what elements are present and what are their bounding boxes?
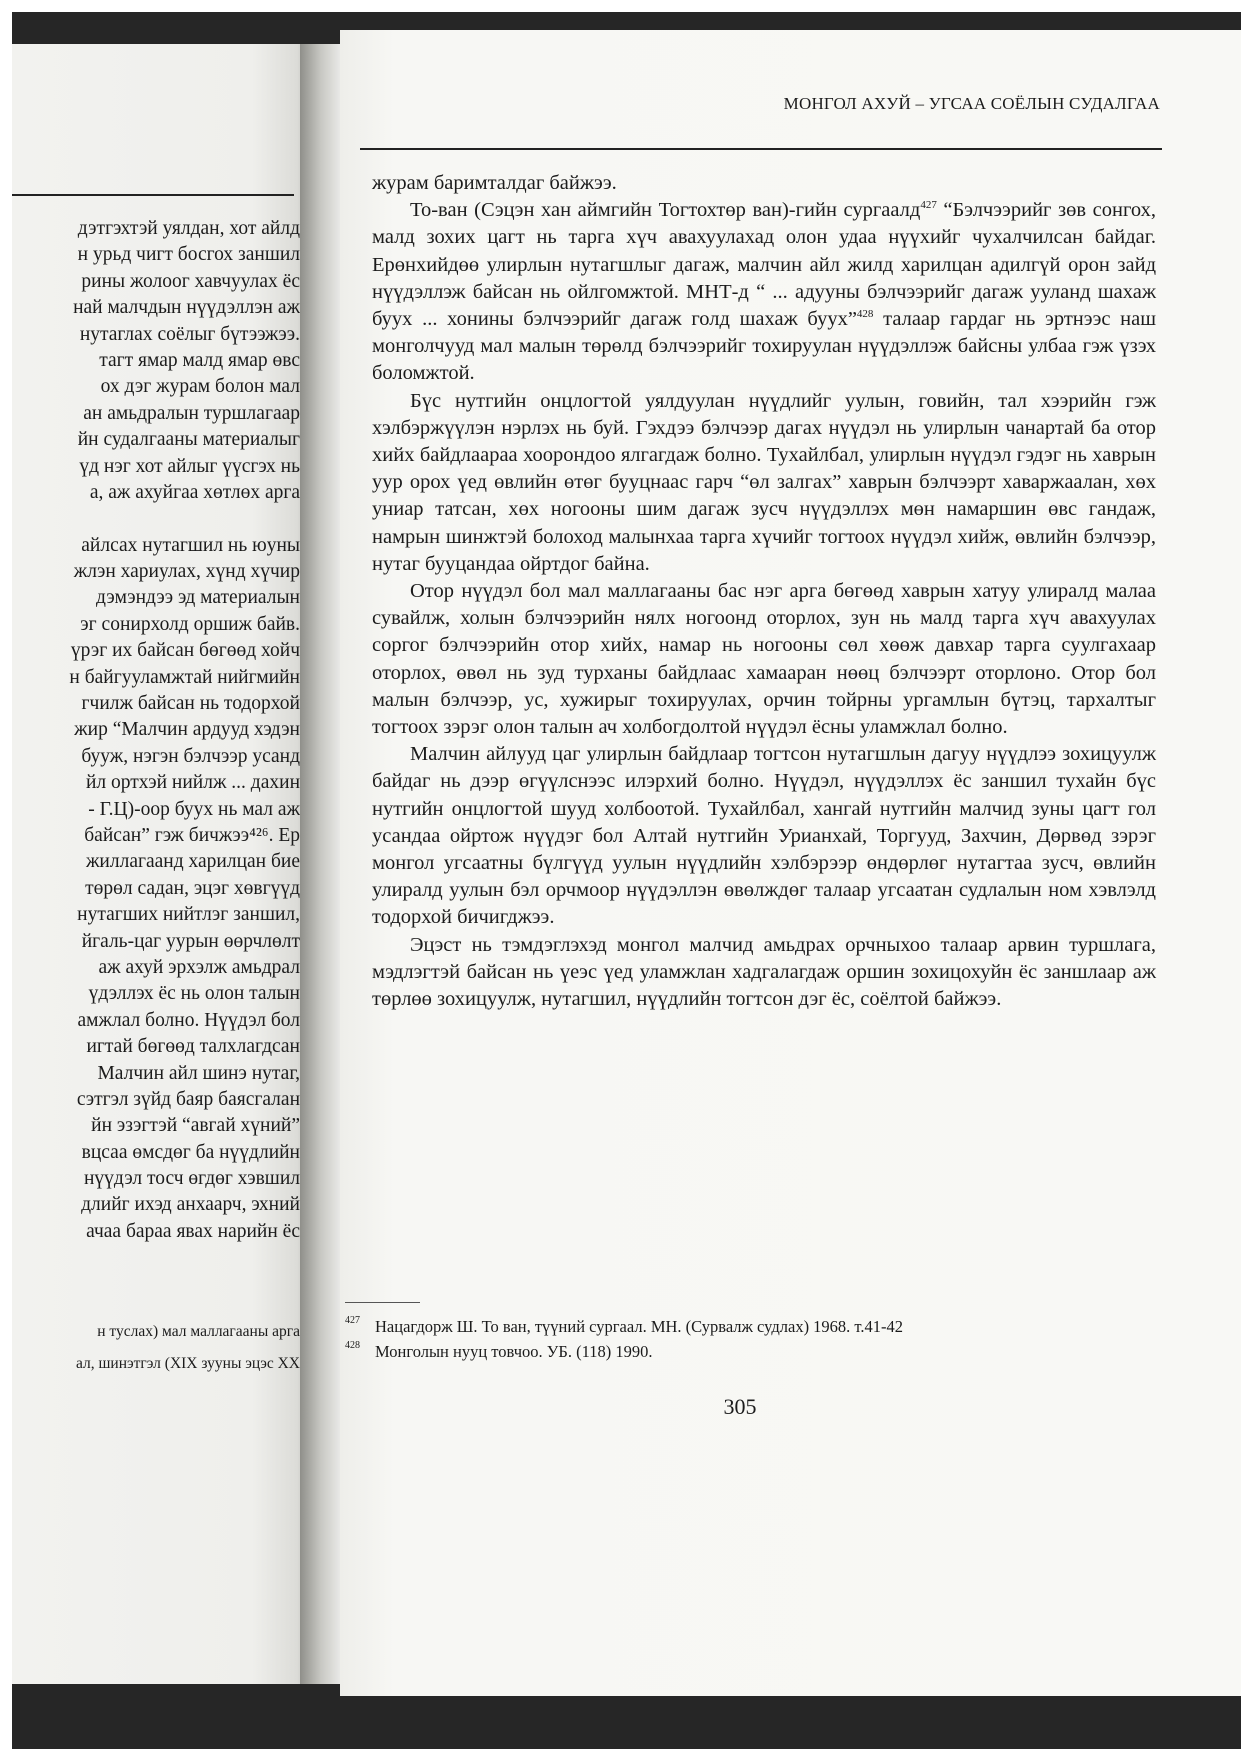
left-page-line: йл ортхэй нийлж ... дахин <box>85 772 300 794</box>
left-footnote-line: ал, шинэтгэл (XIX зууны эцэс XX <box>75 1355 300 1372</box>
left-page-line: гчилж байсан нь тодорхой <box>81 693 300 715</box>
body-text <box>372 170 1156 1013</box>
left-page-line: ачаа бараа явах нарийн ёс <box>86 1220 300 1242</box>
left-header-rule <box>12 194 294 196</box>
left-page-line: сэтгэл зүйд баяр баясгалан <box>76 1088 300 1110</box>
left-page-line: длийг ихэд анхаарч, эхний <box>81 1194 300 1216</box>
left-page-line: байсан” гэж бичжээ⁴²⁶. Ер <box>84 824 300 846</box>
page-number: 305 <box>723 1394 757 1419</box>
left-footnote-line: н туслах) мал маллагааны арга <box>97 1323 300 1340</box>
footnote-number: 428 <box>345 1340 360 1351</box>
paragraph: Эцэст нь тэмдэглэхэд монгол малчид амьдрах орчныхоо талаар арвин туршлага, мэдлэгтэй байсан нь үеэс үед уламжлан хадгалагдаж оршин зохицохуйн ёс заншлаар аж төрлөө зохицуулж, нутагшил, нүүдлийн тогтсон дэг ёс, соёлтой байжээ. <box>372 933 1156 1011</box>
footnote <box>345 1314 1145 1339</box>
left-page-line: үд нэг хот айлыг үүсгэх нь <box>79 455 300 477</box>
footnotes <box>345 1314 1145 1364</box>
left-page-text <box>12 216 300 1245</box>
left-page-line: төрөл садан, эцэг хөвгүүд <box>85 877 300 899</box>
left-page-line: йн судалгааны материалыг <box>77 429 300 451</box>
footnote-ref: 427 <box>920 199 937 212</box>
left-page-line: рины жолоог хавчуулах ёс <box>81 270 300 292</box>
header-rule <box>360 148 1162 150</box>
left-page-line: дэтгэхтэй уялдан, хот айлд <box>77 218 300 239</box>
left-page-line: н байгууламжтай нийгмийн <box>69 666 300 688</box>
left-page-line: йн эзэгтэй “авгай хүний” <box>91 1115 300 1137</box>
left-page-line: жир “Малчин ардууд хэдэн <box>74 719 300 741</box>
footnote-rule <box>345 1302 420 1303</box>
left-page-footnotes <box>12 1316 300 1380</box>
footnote-text: Монголын нууц товчоо. УБ. (118) 1990. <box>375 1342 653 1361</box>
footnote-text: Нацагдорж Ш. То ван, түүний сургаал. МН. (Сурвалж судлах) 1968. т.41-42 <box>375 1317 904 1336</box>
paragraph: Отор нүүдэл бол мал маллагааны бас нэг арга бөгөөд хаврын хатуу улиралд малаа сувайлж, холын бэлчээрийн нялх ногоонд оторлох, зун нь малд тарга хүч авахуулах соргог бэлчээрийн отор хийх, намар нь ногооны сөл хөөж давхар тарга суулгахаар оторлох, өвөл нь зуд турханы байдлаас хамааран нөөц бэлчээрт оторлоно. Отор бол малын бэлчээр, ус, хужирыг тохируулах, орчин тойрны ургамлын бүтэц, тархалтыг тогтоох зэрэг олон талын ач холбогдолтой нүүдэл ёсны уламжлал болно. <box>372 580 1156 739</box>
footnote-ref: 428 <box>856 308 874 321</box>
left-page-line: айлсах нутагшил нь юуны <box>81 534 300 556</box>
footnote <box>345 1339 1145 1364</box>
running-head: МОНГОЛ АХУЙ – УГСАА СОЁЛЫН СУДАЛГАА <box>783 94 1160 113</box>
left-page-line: үрэг их байсан бөгөөд хойч <box>70 640 300 662</box>
left-page-line: жлэн хариулах, хүнд хүчир <box>73 561 300 583</box>
left-page-line: Малчин айл шинэ нутаг, <box>97 1062 300 1084</box>
left-page-line: амжлал болно. Нүүдэл бол <box>77 1009 300 1031</box>
left-page-line: йгаль-цаг уурын өөрчлөлт <box>81 930 300 952</box>
left-page-line: - Г.Ц)-оор буух нь мал аж <box>88 798 300 820</box>
left-page-line: игтай бөгөөд талхлагдсан <box>86 1036 300 1058</box>
paragraph <box>372 197 1156 387</box>
left-page-line: бууж, нэгэн бэлчээр усанд <box>81 745 300 767</box>
paragraph-text: То-ван (Сэцэн хан аймгийн Тогтохтөр ван)-гийн сургаалд <box>410 199 921 222</box>
left-page-line: нутаглах соёлыг бүтээжээ. <box>79 323 300 345</box>
left-page-line: нутагших нийтлэг заншил, <box>77 904 300 926</box>
left-page-line: үдэллэх ёс нь олон талын <box>88 983 300 1005</box>
left-page-line <box>12 506 300 532</box>
left-page-line: ан амьдралын туршлагаар <box>83 402 300 424</box>
paragraph: Бүс нутгийн онцлогтой уялдуулан нүүдлийг уулын, говийн, тал хээрийн гэж хэлбэржүүлэн нэрлэх нь буй. Гэхдээ бэлчээр дагах нүүдэл нь улирлын чанартай ба отор хийх байдлаараа хоорондоо ялгагдаж болно. Тухайлбал, улирлын нүүдэл гэдэг нь хаврын уур орох үед өвлийн өтөг бууцнаас гарч “өл залгах” хаврын бэлчээрт хаваржаалан, хөх униар татсан, хөх ногооны шим дагаж зусч нүүдэллэх мөн намаршин өвс гандаж, намрын шинжтэй болоход малынхаа тарга хүчийг тогтоох нүүдэл хийж, өвлийн бэлчээр, нутаг бууцандаа ойртдог байна. <box>372 389 1156 575</box>
left-page-line: дэмэндээ эд материалын <box>96 587 300 609</box>
left-page-line: най малчдын нүүдэллэн аж <box>73 297 300 319</box>
left-page-line: нүүдэл тосч өгдөг хэвшил <box>84 1168 300 1190</box>
left-page-line: вцсаа өмсдөг ба нүүдлийн <box>81 1141 300 1163</box>
left-page-line: н урьд чигт босгох заншил <box>77 244 300 266</box>
footnote-number: 427 <box>345 1315 360 1326</box>
left-page <box>12 44 312 1684</box>
paragraph: Малчин айлууд цаг улирлын байдлаар тогтсон нутагшлын дагуу нүүдлээ зохицуулж байдаг нь дээр өгүүлснээс илэрхий болно. Нүүдэл, нүүдэллэх ёс заншил тухайн бүс нутгийн онцлогтой шууд холбоотой. Тухайлбал, хангай нутгийн малчид зуны цагт гол усандаа ойртож нүүдэг бол Алтай нутгийн Урианхай, Торгууд, Захчин, Дөрвөд зэрэг монгол угсаатны бүлгүүд уулын нүүдлийн хэлбэрээр өндөрлөг нутагтаа зусч, өвлийн улиралд уулын бэл орчмоор нүүдэллэн өвөлждөг талаар угсаатан судлалын ном хэвлэлд тодорхой бичигджээ. <box>372 743 1156 929</box>
paragraph: журам баримталдаг байжээ. <box>372 172 617 194</box>
left-page-line: ох дэг журам болон мал <box>100 376 300 398</box>
left-page-line: а, аж ахуйгаа хөтлөх арга <box>89 481 300 503</box>
left-page-line: тагт ямар малд ямар өвс <box>99 349 300 371</box>
paragraph-text: “Бэлчээрийг зөв сонгох, малд зохих цагт нь тарга хүч авахуулахад олон удаа нүүхийг чухалчилсан байдаг. Ерөнхийдөө улирлын нутагшлыг дагаж, малчин айл жилд харилцан адилгүй орон зайд нүүдэллэж байсан нь ойлгомжтой. МНТ-д “ ... адууны бэлчээрийг дагаж ууланд шахаж буух ... хонины бэлчээрийг дагаж голд шахаж буух” <box>372 199 1156 331</box>
left-page-line: эг сонирхолд оршиж байв. <box>80 613 300 635</box>
paragraph-text: талаар гардаг нь эртнээс наш монголчууд мал малын төрөлд бэлчээрийг тохируулан нүүдэллэж байсны улбаа гэж үзэх боломжтой. <box>372 308 1157 385</box>
left-page-line: аж ахуй эрхэлж амьдрал <box>98 956 300 978</box>
left-page-line: жиллагаанд харилцан бие <box>85 851 300 873</box>
